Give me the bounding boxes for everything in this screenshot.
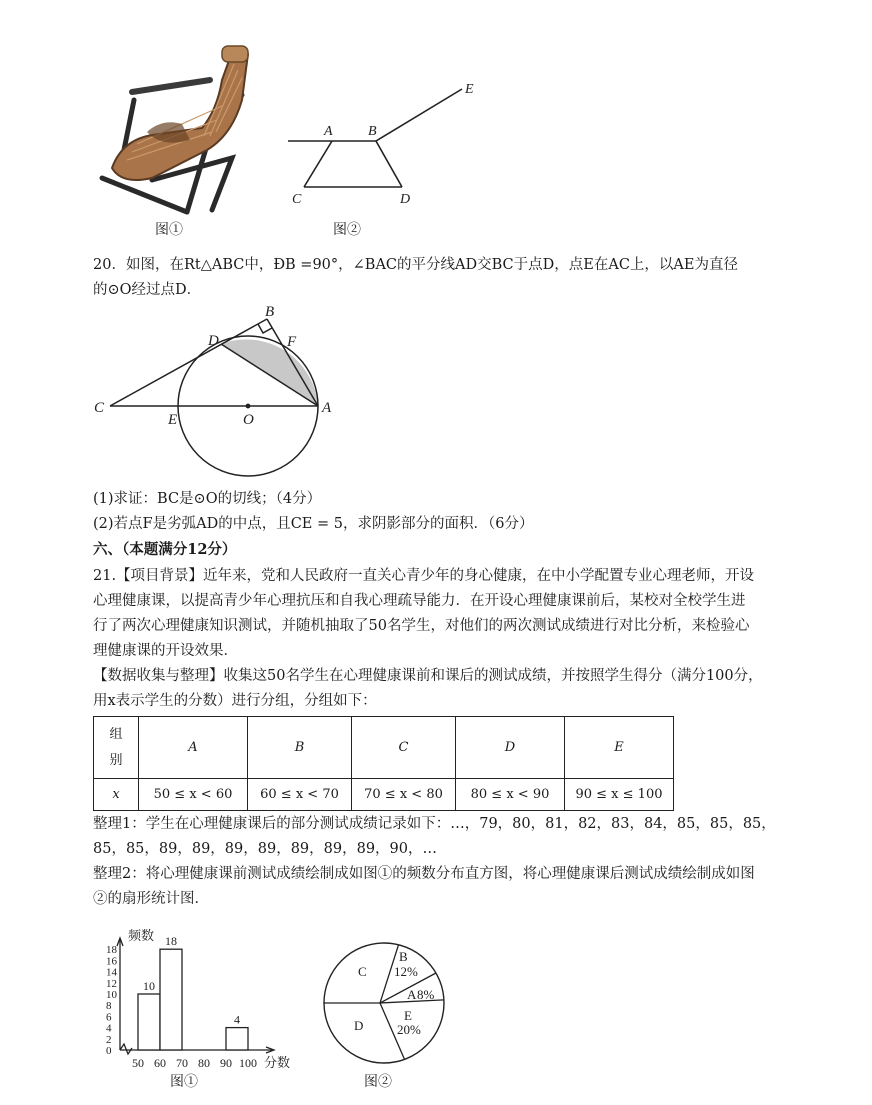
pie-label-E: E	[404, 1008, 412, 1023]
label-O: O	[243, 412, 254, 428]
x-axis-label: 分数	[264, 1055, 291, 1070]
q20-line1: 20．如图，在Rt△ABC中，ÐB =90°，∠BAC的平分线AD交BC于点D，点E在AC上，以AE为直径	[93, 257, 738, 273]
segment-CB	[110, 319, 267, 406]
segment-AC	[304, 141, 332, 187]
bar-value-label-90: 4	[234, 1012, 240, 1027]
section-6-heading: 六、（本题满分12分）	[93, 541, 237, 558]
geometry-figure-trapezoid	[280, 75, 490, 210]
x-tick-label-60: 60	[154, 1056, 166, 1070]
group-cell-C: C	[352, 717, 456, 779]
label-B: B	[265, 304, 275, 320]
label-E: E	[465, 82, 474, 97]
y-tick-label-18: 18	[106, 944, 117, 957]
table-row	[94, 717, 674, 779]
pie-label-A: A	[407, 987, 417, 1002]
frequency-histogram	[98, 922, 318, 1094]
label-B: B	[368, 124, 377, 139]
y-tick-label-16: 16	[106, 955, 117, 968]
y-tick-label-2: 2	[106, 1033, 112, 1046]
histogram-caption: 图①	[170, 1074, 198, 1090]
y-tick-label-14: 14	[106, 966, 117, 979]
pie-caption: 图②	[364, 1074, 392, 1090]
fig1-caption: 图①	[155, 222, 183, 238]
histogram-bar-50	[138, 994, 160, 1050]
group-cell-B: B	[248, 717, 352, 779]
group-cell-E: E	[565, 717, 674, 779]
axis-break-mark	[120, 1044, 132, 1054]
y-axis-label: 频数	[128, 928, 155, 943]
histogram-bar-90	[226, 1028, 248, 1050]
y-tick-label-8: 8	[106, 1000, 112, 1013]
q21-background-line1: 21.【项目背景】近年来，党和人民政府一直关心青少年的身心健康，在中小学配置专业心理老师，开设	[93, 568, 755, 584]
label-C: C	[94, 400, 105, 416]
fig2-caption: 图②	[333, 222, 361, 238]
label-A: A	[322, 400, 332, 416]
x-tick-label-90: 90	[220, 1056, 232, 1070]
x-tick-label-80: 80	[198, 1056, 210, 1070]
sort1-line1: 整理1：学生在心理健康课后的部分测试成绩记录如下：…，79，80，81，82，83，84，85，85，85，	[93, 816, 776, 832]
pie-label-C: C	[358, 964, 367, 979]
grouping-table	[93, 716, 674, 811]
pie-percent-E: 20%	[397, 1022, 421, 1037]
histogram-bar-60	[160, 949, 182, 1050]
q21-background-line2: 心理健康课，以提高青少年心理抗压和自我心理疏导能力．在开设心理健康课前后，某校对全校学生进	[93, 593, 746, 609]
segment-BD	[376, 141, 402, 187]
bar-value-label-50: 10	[143, 979, 155, 993]
pie-percent-B: 12%	[394, 964, 418, 979]
y-tick-label-4: 4	[106, 1022, 112, 1035]
reclining-chair-photo	[92, 40, 262, 215]
pie-percent-A: 8%	[417, 987, 435, 1002]
q21-background-line3: 行了两次心理健康知识测试，并随机抽取了50名学生，对他们的两次测试成绩进行对比分析，来检验心	[93, 618, 750, 634]
bar-value-label-60: 18	[165, 934, 177, 949]
y-tick-label-12: 12	[106, 977, 117, 990]
table-row	[94, 779, 674, 811]
range-cell-C: 70 ≤ x < 80	[352, 779, 456, 811]
group-cell-D: D	[456, 717, 565, 779]
sort1-line2: 85，85，89，89，89，89，89，89，89，90，…	[93, 841, 438, 857]
q21-data-line1: 【数据收集与整理】收集这50名学生在心理健康课前和课后的测试成绩，并按照学生得分（满分100分，	[93, 668, 763, 684]
label-D: D	[400, 192, 411, 207]
q21-data-line2: 用x表示学生的分数）进行分组，分组如下：	[93, 693, 377, 709]
q21-background-line4: 理健康课的开设效果．	[93, 643, 238, 659]
header-label-top: 组	[109, 726, 123, 742]
group-cell-A: A	[139, 717, 248, 779]
y-tick-label-6: 6	[106, 1011, 112, 1024]
segment-BE	[376, 89, 462, 141]
sort2-line2: ②的扇形统计图．	[93, 891, 209, 907]
pie-chart	[318, 938, 453, 1073]
x-tick-label-100: 100	[239, 1056, 257, 1070]
label-C: C	[292, 192, 302, 207]
row-label-x: x	[94, 779, 139, 811]
center-point-O	[246, 404, 251, 409]
circle-tangent-figure	[90, 300, 350, 478]
range-cell-D: 80 ≤ x < 90	[456, 779, 565, 811]
label-D: D	[208, 333, 219, 349]
pie-label-D: D	[354, 1018, 364, 1033]
table-header-cell	[94, 717, 139, 779]
label-A: A	[324, 124, 333, 139]
label-E: E	[168, 412, 178, 428]
range-cell-A: 50 ≤ x < 60	[139, 779, 248, 811]
x-tick-label-70: 70	[176, 1056, 188, 1070]
range-cell-E: 90 ≤ x ≤ 100	[565, 779, 674, 811]
header-label-bottom: 别	[109, 752, 123, 768]
q20-part2: (2)若点F是劣弧AD的中点，且CE = 5，求阴影部分的面积．（6分）	[93, 516, 534, 532]
label-F: F	[287, 334, 297, 350]
y-tick-label-0: 0	[106, 1045, 112, 1057]
sort2-line1: 整理2：将心理健康课前测试成绩绘制成如图①的频数分布直方图，将心理健康课后测试成绩绘制成如图	[93, 866, 755, 882]
pie-label-B: B	[399, 949, 408, 964]
q20-line2: 的⊙O经过点D．	[93, 282, 202, 298]
y-tick-label-10: 10	[106, 989, 117, 1001]
range-cell-B: 60 ≤ x < 70	[248, 779, 352, 811]
q20-part1: (1)求证：BC是⊙O的切线；（4分）	[93, 491, 322, 507]
x-tick-label-50: 50	[132, 1056, 144, 1070]
